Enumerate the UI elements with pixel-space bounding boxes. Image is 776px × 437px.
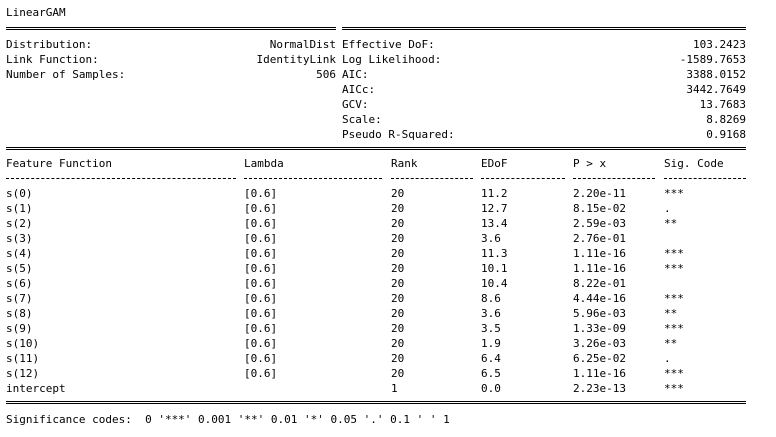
- table-cell-lambda: [0.6]: [244, 232, 278, 245]
- table-cell-lambda: [0.6]: [244, 367, 278, 380]
- table-cell-sig-code: **: [664, 307, 678, 320]
- table-cell-rank: 1: [391, 382, 398, 395]
- table-cell-p-value: 1.11e-16: [573, 367, 626, 380]
- header-underline-rank: [391, 178, 473, 179]
- table-cell-edof: 3.6: [481, 307, 501, 320]
- table-cell-edof: 3.6: [481, 232, 501, 245]
- table-cell-feature: s(11): [6, 352, 40, 365]
- table-cell-edof: 3.5: [481, 322, 501, 335]
- table-cell-edof: 10.1: [481, 262, 508, 275]
- column-header-p-value: P > x: [573, 157, 607, 170]
- table-cell-sig-code: ***: [664, 187, 684, 200]
- table-cell-p-value: 1.11e-16: [573, 262, 626, 275]
- table-cell-sig-code: ***: [664, 247, 684, 260]
- summary-right-label-2: AIC:: [342, 68, 369, 81]
- table-cell-edof: 10.4: [481, 277, 508, 290]
- table-cell-lambda: [0.6]: [244, 337, 278, 350]
- table-cell-feature: s(8): [6, 307, 33, 320]
- top-rule-left: [6, 27, 336, 30]
- summary-right-value-6: 0.9168: [706, 128, 746, 141]
- table-cell-p-value: 6.25e-02: [573, 352, 626, 365]
- table-bottom-rule: [6, 401, 746, 404]
- table-cell-edof: 6.5: [481, 367, 501, 380]
- table-cell-feature: s(4): [6, 247, 33, 260]
- table-cell-rank: 20: [391, 367, 405, 380]
- table-cell-sig-code: **: [664, 337, 678, 350]
- table-cell-p-value: 2.76e-01: [573, 232, 626, 245]
- table-cell-p-value: 8.15e-02: [573, 202, 626, 215]
- table-cell-edof: 12.7: [481, 202, 508, 215]
- header-underline-lambda: [244, 178, 382, 179]
- summary-left-value-0: NormalDist: [269, 38, 336, 51]
- table-cell-sig-code: ***: [664, 262, 684, 275]
- table-cell-sig-code: ***: [664, 292, 684, 305]
- table-cell-feature: s(6): [6, 277, 33, 290]
- summary-right-label-5: Scale:: [342, 113, 382, 126]
- summary-right-label-0: Effective DoF:: [342, 38, 435, 51]
- table-cell-rank: 20: [391, 202, 405, 215]
- table-cell-feature: intercept: [6, 382, 66, 395]
- table-cell-edof: 13.4: [481, 217, 508, 230]
- summary-left-label-2: Number of Samples:: [6, 68, 126, 81]
- table-cell-rank: 20: [391, 262, 405, 275]
- table-cell-edof: 0.0: [481, 382, 501, 395]
- summary-right-label-4: GCV:: [342, 98, 369, 111]
- header-underline-p-value: [573, 178, 655, 179]
- table-cell-p-value: 2.23e-13: [573, 382, 626, 395]
- table-cell-p-value: 1.11e-16: [573, 247, 626, 260]
- table-cell-edof: 8.6: [481, 292, 501, 305]
- table-cell-rank: 20: [391, 232, 405, 245]
- column-header-edof: EDoF: [481, 157, 508, 170]
- significance-codes-legend: Significance codes: 0 '***' 0.001 '**' 0.01 '*' 0.05 '.' 0.1 ' ' 1: [6, 413, 450, 426]
- table-cell-rank: 20: [391, 247, 405, 260]
- table-cell-sig-code: ***: [664, 322, 684, 335]
- table-cell-lambda: [0.6]: [244, 187, 278, 200]
- table-cell-lambda: [0.6]: [244, 307, 278, 320]
- table-cell-edof: 11.2: [481, 187, 508, 200]
- summary-left-value-2: 506: [316, 68, 336, 81]
- summary-right-value-5: 8.8269: [706, 113, 746, 126]
- column-header-sig-code: Sig. Code: [664, 157, 724, 170]
- table-cell-lambda: [0.6]: [244, 322, 278, 335]
- table-cell-rank: 20: [391, 292, 405, 305]
- table-cell-p-value: 8.22e-01: [573, 277, 626, 290]
- table-cell-edof: 11.3: [481, 247, 508, 260]
- column-header-feature: Feature Function: [6, 157, 112, 170]
- table-cell-p-value: 2.20e-11: [573, 187, 626, 200]
- summary-right-value-4: 13.7683: [699, 98, 746, 111]
- table-cell-feature: s(0): [6, 187, 33, 200]
- table-cell-p-value: 5.96e-03: [573, 307, 626, 320]
- column-header-rank: Rank: [391, 157, 418, 170]
- table-cell-rank: 20: [391, 217, 405, 230]
- table-cell-rank: 20: [391, 352, 405, 365]
- summary-left-label-0: Distribution:: [6, 38, 93, 51]
- table-cell-sig-code: **: [664, 217, 678, 230]
- header-underline-sig-code: [664, 178, 746, 179]
- table-cell-lambda: [0.6]: [244, 352, 278, 365]
- summary-right-value-0: 103.2423: [693, 38, 746, 51]
- table-cell-sig-code: ***: [664, 367, 684, 380]
- table-cell-rank: 20: [391, 322, 405, 335]
- table-cell-feature: s(9): [6, 322, 33, 335]
- table-top-rule: [6, 147, 746, 150]
- column-header-lambda: Lambda: [244, 157, 284, 170]
- table-cell-p-value: 1.33e-09: [573, 322, 626, 335]
- summary-left-value-1: IdentityLink: [256, 53, 336, 66]
- table-cell-feature: s(12): [6, 367, 40, 380]
- summary-right-label-3: AICc:: [342, 83, 376, 96]
- table-cell-sig-code: .: [664, 202, 671, 215]
- header-underline-edof: [481, 178, 565, 179]
- table-cell-lambda: [0.6]: [244, 217, 278, 230]
- table-cell-p-value: 2.59e-03: [573, 217, 626, 230]
- table-cell-lambda: [0.6]: [244, 202, 278, 215]
- table-cell-p-value: 4.44e-16: [573, 292, 626, 305]
- summary-left-label-1: Link Function:: [6, 53, 99, 66]
- table-cell-feature: s(1): [6, 202, 33, 215]
- table-cell-sig-code: ***: [664, 382, 684, 395]
- summary-right-label-1: Log Likelihood:: [342, 53, 442, 66]
- table-cell-edof: 6.4: [481, 352, 501, 365]
- table-cell-lambda: [0.6]: [244, 277, 278, 290]
- summary-right-value-1: -1589.7653: [679, 53, 746, 66]
- summary-right-label-6: Pseudo R-Squared:: [342, 128, 455, 141]
- table-cell-rank: 20: [391, 187, 405, 200]
- table-cell-rank: 20: [391, 337, 405, 350]
- top-rule-right: [342, 27, 746, 30]
- table-cell-sig-code: .: [664, 352, 671, 365]
- table-cell-feature: s(10): [6, 337, 40, 350]
- table-cell-p-value: 3.26e-03: [573, 337, 626, 350]
- header-underline-feature: [6, 178, 236, 179]
- model-title: LinearGAM: [6, 6, 66, 19]
- table-cell-rank: 20: [391, 307, 405, 320]
- summary-right-value-2: 3388.0152: [686, 68, 746, 81]
- table-cell-feature: s(7): [6, 292, 33, 305]
- summary-right-value-3: 3442.7649: [686, 83, 746, 96]
- table-cell-lambda: [0.6]: [244, 292, 278, 305]
- table-cell-feature: s(5): [6, 262, 33, 275]
- table-cell-feature: s(3): [6, 232, 33, 245]
- table-cell-lambda: [0.6]: [244, 247, 278, 260]
- table-cell-feature: s(2): [6, 217, 33, 230]
- table-cell-rank: 20: [391, 277, 405, 290]
- table-cell-edof: 1.9: [481, 337, 501, 350]
- table-cell-lambda: [0.6]: [244, 262, 278, 275]
